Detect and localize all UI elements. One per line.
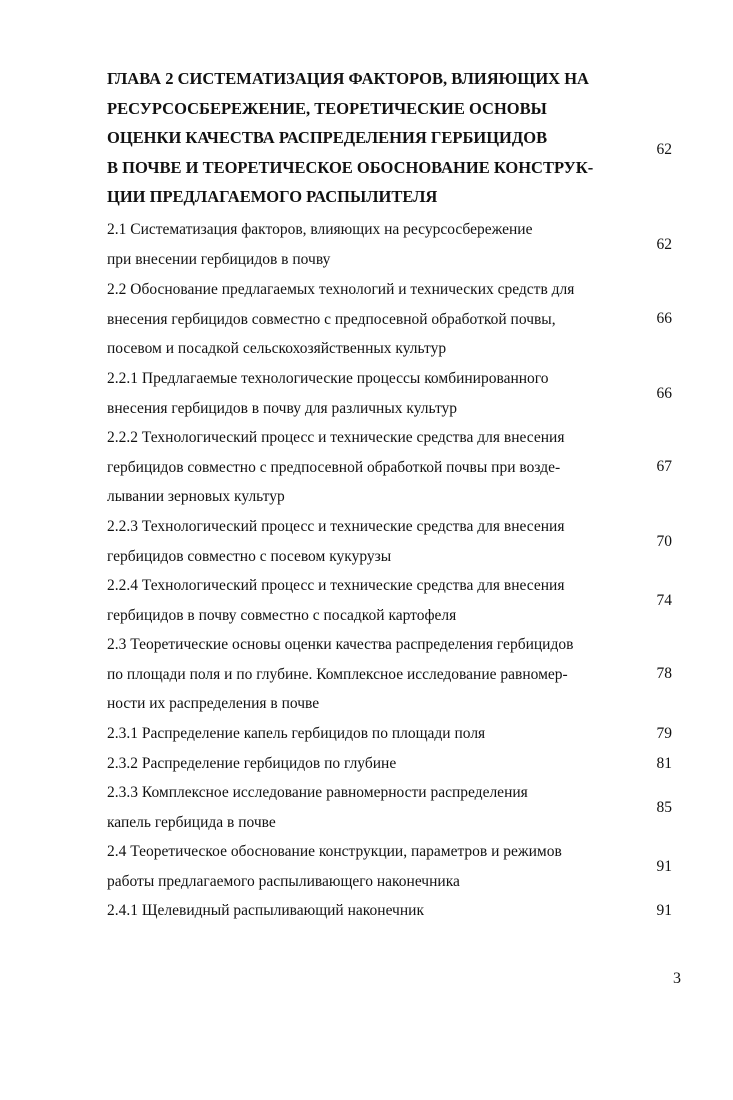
toc-entry-2-3-3: [107, 778, 687, 837]
toc-line: при внесении гербицидов в почву: [107, 250, 331, 268]
toc-line: 2.2 Обоснование предлагаемых технологий и технических средств для: [107, 281, 575, 298]
toc-line: внесения гербицидов в почву для различных культур: [107, 399, 458, 417]
toc-line: работы предлагаемого распыливающего наконечника: [107, 872, 460, 890]
toc-line: ГЛАВА 2 СИСТЕМАТИЗАЦИЯ ФАКТОРОВ, ВЛИЯЮЩИХ НА: [107, 69, 589, 88]
toc-line: 2.4.1 Щелевидный распыливающий наконечник: [107, 902, 424, 919]
toc-page-number: 62: [656, 141, 672, 158]
toc-line: 2.1 Систематизация факторов, влияющих на ресурсосбережение: [107, 221, 533, 238]
toc-line: гербицидов совместно с посевом кукурузы: [107, 547, 392, 565]
toc-line: ОЦЕНКИ КАЧЕСТВА РАСПРЕДЕЛЕНИЯ ГЕРБИЦИДОВ: [107, 128, 548, 148]
toc-line: РЕСУРСОСБЕРЕЖЕНИЕ, ТЕОРЕТИЧЕСКИЕ ОСНОВЫ: [107, 98, 547, 118]
toc-entry-2-2-2: [107, 423, 687, 512]
toc-page-number: 78: [656, 665, 672, 683]
toc-entry-2-4-1: [107, 896, 687, 926]
toc-line: внесения гербицидов совместно с предпосевной обработкой почвы,: [107, 310, 556, 328]
toc-line: 2.3.2 Распределение гербицидов по глубине: [107, 755, 397, 772]
toc-line: гербицидов в почву совместно с посадкой картофеля: [107, 606, 457, 624]
toc-page-number: 91: [656, 901, 672, 919]
toc-line: по площади поля и по глубине. Комплексное исследование равномер-: [107, 665, 568, 683]
toc-page-number: 79: [656, 724, 672, 742]
toc-entry-2-3-2: [107, 749, 687, 779]
toc-entry-2-2-1: [107, 364, 687, 423]
toc-line: 2.3.3 Комплексное исследование равномерности распределения: [107, 784, 528, 801]
toc-entry-2-2-3: [107, 512, 687, 571]
toc-entry-2-1: [107, 215, 687, 274]
toc-line: 2.2.4 Технологический процесс и технические средства для внесения: [107, 577, 565, 594]
toc-line: В ПОЧВЕ И ТЕОРЕТИЧЕСКОЕ ОБОСНОВАНИЕ КОНСТРУК-: [107, 157, 594, 177]
toc-page-number: 62: [656, 235, 672, 253]
toc-entry-2-3-1: [107, 719, 687, 749]
toc-entry-2-2-4: [107, 571, 687, 630]
toc-page-number: 70: [656, 532, 672, 550]
toc-line: 2.2.2 Технологический процесс и технические средства для внесения: [107, 429, 565, 446]
toc-line: 2.3 Теоретические основы оценки качества распределения гербицидов: [107, 636, 574, 653]
toc-line: ности их распределения в почве: [107, 695, 320, 713]
toc-page-number: 66: [656, 310, 672, 328]
toc-line: капель гербицида в почве: [107, 813, 276, 831]
toc-page-number: 91: [656, 857, 672, 875]
toc-page-number: 67: [656, 458, 672, 476]
toc-page-number: 74: [656, 591, 672, 609]
toc-line: 2.4 Теоретическое обоснование конструкции, параметров и режимов: [107, 843, 562, 860]
toc-line: посевом и посадкой сельскохозяйственных культур: [107, 340, 447, 358]
toc-line: 2.2.3 Технологический процесс и технические средства для внесения: [107, 518, 565, 535]
toc-line: лывании зерновых культур: [107, 488, 285, 506]
toc-line: 2.3.1 Распределение капель гербицидов по площади поля: [107, 725, 486, 742]
toc-line: ЦИИ ПРЕДЛАГАЕМОГО РАСПЫЛИТЕЛЯ: [107, 187, 438, 207]
toc-line: 2.2.1 Предлагаемые технологические процессы комбинированного: [107, 370, 549, 387]
toc-page-number: 81: [656, 754, 672, 772]
toc-entry-2-4: [107, 837, 687, 896]
toc-entry-chapter-2: [107, 64, 687, 212]
toc-page-number: 66: [656, 384, 672, 402]
page-number: 3: [673, 970, 681, 987]
toc-entry-2-3: [107, 630, 687, 719]
toc-line: гербицидов совместно с предпосевной обработкой почвы при возде-: [107, 458, 561, 476]
toc-page-number: 85: [656, 798, 672, 816]
toc-entry-2-2: [107, 275, 687, 364]
